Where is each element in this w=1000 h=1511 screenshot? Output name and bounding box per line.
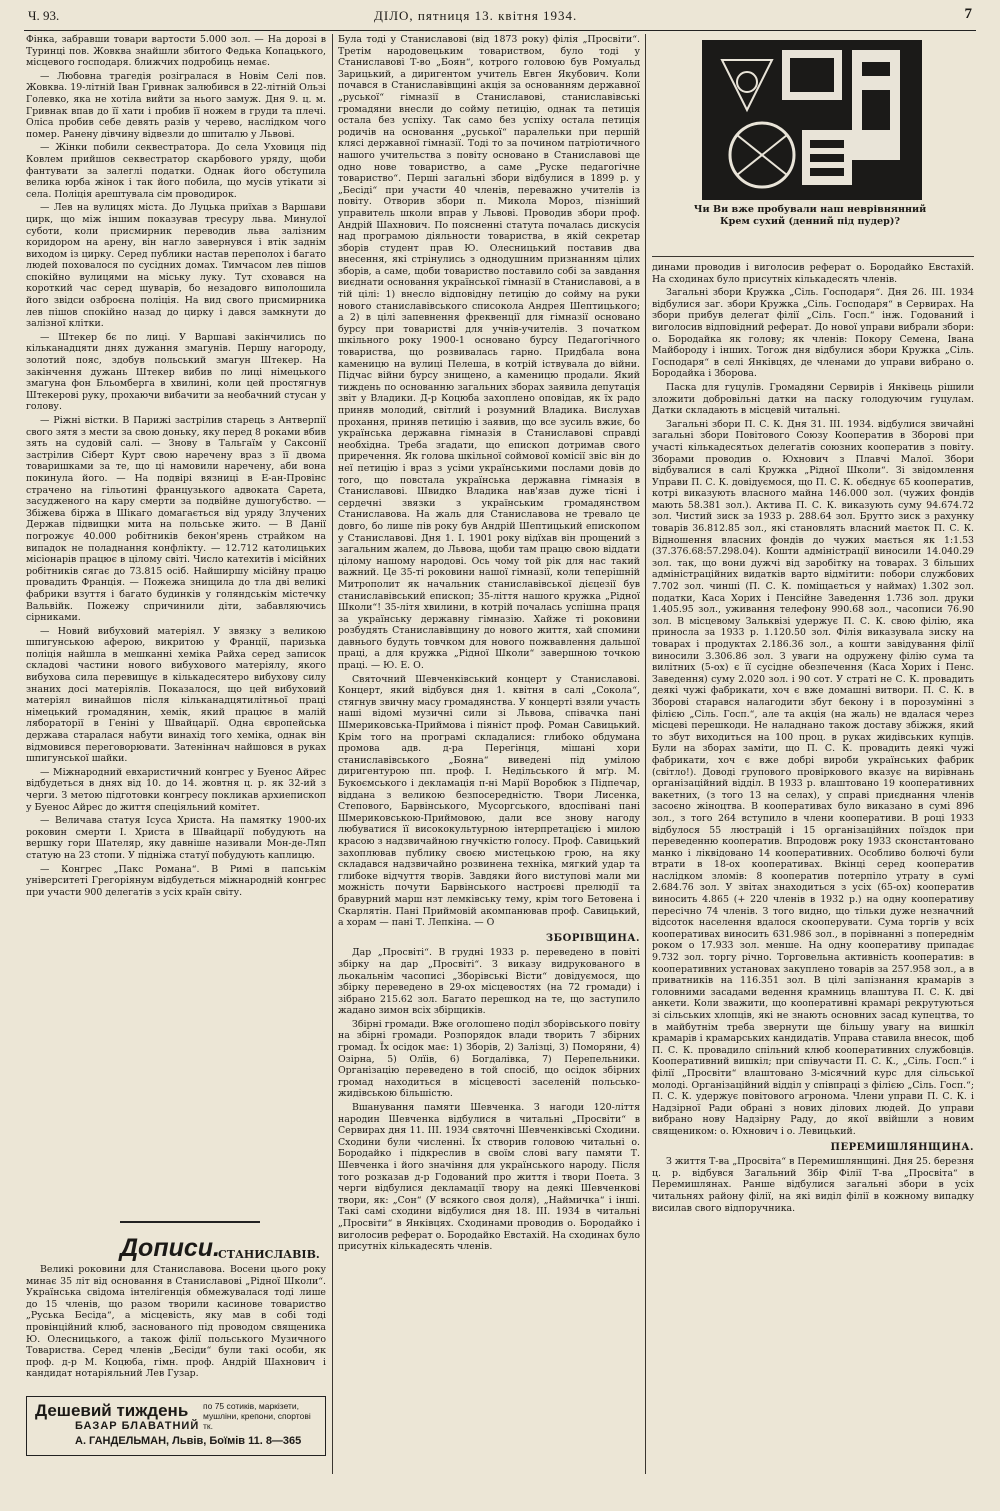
paragraph: Святочний Шевченківський концерт у Станиславові. Концерт, який відбувся дня 1. квітня в салі „Сокола“, стягнув звичну масу громадянства. У концерті взяли участь наші відомі музичні сили зі Львова, співачка пані Шмериковська-Приймова і піяніст проф. Роман Савицький. Крім того на програмі складалися: глибоко обдумана промова адв. д-ра Перегінця, мішані хори станиславівського „Бояна“ виведені під умілою диригентурою пп. проф. І. Недільського й мґр. М. Букоємського і декламація п-ні Марії Воробюк з Підпечар, віддана з великою безпосередністю. Твори Лисенка, Степового, Барвінського, Мусоргського, вдоспівані пані Шмериковською-Приймовою, дали все знову нагоду любуватися її висококультурною інтерпретацією і милою красою з надзвичайною гнучкістю голосу. Проф. Савицький захоплював публику своєю мистецькою грою, на яку складався надзвичайно розвинена техніка, мягкий удар та глибоке відчуття творів. Завдяки його виступові мали ми можність почути Барвінського настроєві прелюдії та бравурний марш нзт лемківську тему, крім того Бетовена і Скарлятін. Пані Приймовій акомпанював проф. Савицький, а хорам — пані Т. Лепкіна. — О	[338, 673, 640, 929]
advertisement-bazaar	[26, 1396, 326, 1456]
paragraph: — Штекер бє по лиці. У Варшаві закінчились по кільканадцяти днях дужання змагунів. Першу нагороду, золотий пояс, здобув польський змагун Штекер. На закінчення дужань Штекер вибив по лиці німецького змагуна фон Бльомберга в хвилині, коли цей простягнув Штекерові руку, прохаючи вибачити за необачний стусан у голову.	[26, 331, 326, 413]
paragraph: Збірні громади. Вже оголошено поділ зборівського повіту на збірні громади. Розпорядок влади творить 7 збірних громад. Їх осідок має: 1) Зборів, 2) Залізці, 3) Поморяни, 4) Озірна, 5) Олїів, 6) Богдалівка, 7) Перепельники. Організацію переведено в той спосіб, що осідок збірних громад находиться в місцевості заселеній польсько-жидівською більшістю.	[338, 1018, 640, 1100]
column-3	[652, 262, 974, 1472]
paragraph: Паска для гуцулів. Громадяни Сервирів і Янківець рішили зложити добровільні датки на паску голодуючим гуцулам. Датки складають в місцевій читальні.	[652, 381, 974, 417]
paragraph: — Жінки побили секвестратора. До села Уховиця під Ковлем прийшов секвестратор скарбового уряду, щоби фантувати за залеглі податки. Однак його обступила велика юрба жінок і так його побила, що мусів утікати зі села. Поліція арештувала сім проводирок.	[26, 142, 326, 200]
ad-firm: БАЗАР БЛАВАТНИЙ	[75, 1420, 200, 1432]
dopysy-article	[26, 1264, 326, 1394]
paragraph: Загальні збори П. С. К. Дня 31. III. 1934. відбулися звичайні загальні збори Повітового Союзу Кооператив в Зборові при участі кількадесятьох делегатів союзних кооператив з повіту. Зборами проводив о. Юхнович з Плавчі Малої. Збори відбувалися в салі Кружка „Рідної Школи“. Зі звідомлення Управи П. С. К. довідуємося, що П. С. К. обєднує 65 кооператив, котрі виказують власного майна 146.000 зол. (чужих фондів мають 58.381 зол.). Актива П. С. К. виказують суму 94.674.72 зол. Чистий зиск за 1933 р. 288.64 зол. Брутто зиск з рахунку товарів 36.812.85 зол., які становлять власний маєток П. С. К. Відношення власних фондів до чужих мається як 1:1.53 (37.376.68:57.298.04). Кошти адміністрації виносили 14.040.29 зол. так, що вони дужчі від заробітку на товарах. З більших адміністраційних видатків варто відмітити: побори службових 7.702 зол. чинші (П. С. К. поміщається у наймах) 1.302 зол. податки, Каса Хорих і Пенсійне Заведення 1.736 зол. друки 1.405.95 зол., уживання телефону 990.68 зол., часописи 76.90 зол. В місцевому Зальквізі удержує П. С. К. свою філію, яка приносла за 1933 р. 1.120.50 зол. Філія виказувала зиску на товарах і продуктах 2.186.36 зол., а кошти завідування філії виносили 3.306.86 зол. З уваги на одружену філію сума та вилітних (5-ох) є її сусідне обезпечення (Каса Хорих і Пенс. Заведення) суму 2.020 зол. і 90 сот. У страті не С. К. провадить деякі чужі фабрикати, хоч є вже домашні витвори. П. С. К. в Зборові старався налагодити збут бекону і в порозумінні з філією „Сіль. Госп.“, але та акція (на жаль) не вдалася через місцеві перешкоди. Не наладнано також доставу збіжжя, який то збут виходиться на 100 проц. в руках жидівських купців. Були на зборах заміти, що П. С. К. провадить деякі чужі фабрикати, хоч є вже добрі вироби українських фабрик (світло!). Доводі групового провіркового вказує на вирівнань організаційний відділ. В 1933 р. влаштовано 19 кооперативних вакетних, (з того 13 на селах), у справі приєднання членів засоєно жіноцтва. В кооперативах було виказано в сумі 896 зол., з того 264 вступило в члени кооперативи. В році 1933 відбулося 55 люстрацій і 15 організаційних поїздок при переведенню кооператив. Впродовж року 1933 сконстантовано манко і ліквідовано 14 кооперативних. Особливо болючі були втрати в 18-ох кооперативах. Вкінці серед кооператив наслідком зломів: 8 кооператив потерпіло утрату в сумі 2.684.76 зол. У звітах знаходиться з усіх (65-ох) кооператив виносить 4.865 (+ 220 членів в 1932 р.) на одну кооперативу пересічно 74 членів. З того видно, що тільки дуже незначний відсоток населення вдалося скооперувати. Сума торгів у всіх кооперативах виносить 631.986 зол., в порівнанні з попереднім роком о 17.933 зол. менше. На одну кооперативу припадає 9.732 зол. торгу річно. Торговельна активність кооператив: в кооперативних установах закуплено товарів за 257.958 зол., а в приватників на 116.351 зол. В цілі запізнання крамарів з головними засадами ведення крамниць влаштува П. С. К. дві анкети. Коли зважити, що кооперативні крамарі рекрутуються зі сільських хлопців, які не знають основних засад купецтва, то в майбутнім треба звернути ще більшу увагу на вишкіл крамарів і крамарських кандидатів. Управа ставила внесок, щоб П. С. К. провадило спільний клюб кооперативних службовців. Кооперативний вишкіл; при співучасти П. С. К., „Сіль. Госп.“ і філії „Просвіти“ влаштовано 3-місячний курс для сільської молоді. Організаційний відділ у співпраці з філією „Сіль. Госп.“; П. С. К. удержує повітового агронома. Члени управи П. С. К. і Надзірної Ради обрані з нових ділових людей. До управи вибрано нову Надзірну Раду, до якої ввійшли з новим священиком: о. Юхнович і о. Левицький.	[652, 418, 974, 1137]
paragraph: — Міжнародний евхаристичний конгрес у Буенос Айрес відбудеться в днях від 10. до 14. жовтня ц. р. як 32-ий з черги. З метою підготовки конгресу покликав архиепископ у Буенос Айрес до життя спеціяльний комітет.	[26, 766, 326, 813]
section-title: Дописи.	[120, 1234, 220, 1262]
issue-number: Ч. 93.	[28, 8, 60, 23]
paragraph: — Конгрес „Пакс Романа“. В Римі в папськім університеті Грегоріянум відбудеться міжнародній конгрес при участи 900 делегатів з усіх країн світу.	[26, 863, 326, 898]
page-header	[24, 4, 976, 31]
paragraph: — Любовна трагедія розігралася в Новім Селі пов. Жовква. 19-літній Іван Гривнак залюбився в 22-літній Ользі Голевко, яка не хотіла вийти за нього замуж. Дня 9. ц. м. Гривнак впав до її хати і пробив її ножем в груди та плечі. Оліса пробив себе девять разів у черево, наслідком чого помер. Ранену дівчину відвезли до шпиталю у Львові.	[26, 70, 326, 140]
column-divider	[645, 34, 646, 1474]
place-heading: СТАНИСЛАВІВ.	[218, 1248, 320, 1261]
paragraph: динами проводив і виголосив реферат о. Бородайко Евстахій. На сходинах було присутніх кількадесять членів.	[652, 262, 974, 285]
paragraph: З життя Т-ва „Просвіта“ в Перемишлянщині. Дня 25. березня ц. р. відбувся Загальний Збір Філії Т-ва „Просвіта“ в Перемишлянах. Ранше відбулися загальні збори в усіх читальнях району філії, на які виділ філії в кожному випадку висилав свого відпоручника.	[652, 1156, 974, 1214]
paragraph: — Лев на вулицях міста. До Луцька приїхав з Варшави цирк, що між іншим показував тресуру льва. Минулої суботи, коли приcмирник переводив льва залізним коридором на арену, він нагло завернувся і втік заднім виходом із цирку. Серед публики настав переполох і багато людей поховалося по сусідних домах. Тимчасом лев пішов спокійно вулицями на міську луку. Тут сховався на короткий час серед шуварів, бо незадовго виполошила його звідси озброєна поліція. На вид свого приcмирника лев пішов спокійно назад до цирку і дався замкнути до залізної клітки.	[26, 202, 326, 330]
masthead: ДІЛО, пятниця 13. квітня 1934.	[374, 8, 578, 23]
column-1	[26, 34, 326, 1334]
paragraph: Загальні збори Кружка „Сіль. Господаря“. Дня 26. III. 1934 відбулися заг. збори Кружка „Сіль. Господаря“ в Сервирах. На збори прибув делегат філії „Сіль. Госп.“ інж. Годований і виголосив відповідний реферат. До нової управи вибрали збори: о. Бородайка як голову; як членів: Покору Семена, Івана Майбороду і інших. Тогож дня відбулися збори Кружка „Сіль. Господаря“ в селі Янківцях, де членами до управи вибрано о. Бородайка і Зборова.	[652, 287, 974, 380]
ad-address: А. ГАНДЕЛЬМАН, Львів, Боїмів 11. 8—365	[75, 1435, 302, 1447]
ad-goods: по 75 сотиків, маркізети, мушліни, крепони, спортові тк.	[203, 1401, 311, 1431]
paragraph: Фінка, забравши товари вартости 5.000 зол. — На дорозі в Туринці пов. Жовква знайшли збитого Федька Копацького, місцевого господаря. ближчих подробиць немає.	[26, 34, 326, 69]
paragraph: — Новий вибуховий матеріял. У звязку з великою шпигунською аферою, викритою у Франції, паризька поліція найшла в мешканні хеміка Райха серед записок складові частини нового вибухового матеріялу, якого вибухова сила перевищує в кількадесятеро вибухову силу знаних досі матеріялів. Показалося, що цей вибуховий матеріял винайшов після кільканадцятилітньої праці німецький громадянин, хемік, який працює в малій лябораторії в Геніні у Швайцарії. Одна європейська держава старалася набути винахід того хеміка, однак він відмовився переговорювати. Затеніннач найшовся в руках шпигунської шайки.	[26, 625, 326, 765]
paragraph: Була тоді у Станиславові (від 1873 року) філія „Просвіти“. Третім народовецьким товариством, було тоді у Станиславові Т-во „Боян“, котрого головою був Ромуальд Зарицький, а диригентом учитель Евген Якубович. Коли почався в Станиславівщині акція за основанням державної „руської“ гімназії в Станиславові, станиславівські громадяни внесли до сойму петицію, однак та петиція остала без успіху. Так само без успіху остала петиція родичів на основання „руської“ паралельки при першій клясі державної гімназії. Тоді то за почином патріотичного нашого учительства з повіту основано в Станиславові ще одно нове товариство, а саме „Руске педагогічне товариство“. Перші загальні збори відбулися в 1899 р. у „Бесіді“ при участи 40 членів, переважно учителів із повіту. Отворив збори п. Микола Мороз, пізніший управитель школи вправ у Львові. Проводив збори проф. Андрій Шахнович. По поясненні статута почалась дискусія над програмою діяльности товариства, в якій секретар зборів студент прав Ю. Олесницький поставив два внесення, які стрінулись з однодушним признанням цілих зборів, а саме, щоби товариство поставило собі за завдання виєднати основання української гімназії в Станиславові, а в тій цілі: 1) внесло відповідну петицію до сойму на руки нового станиславівського списокола Андрея Шептицького; а 2) в цілі запевнення фреквенції для гімназії основано бурсу при товаристві для учнів-учителів. З початком шкільного року 1900-1 основано бурсу Педагогічного товариства, що розвивалась гарно. Придбала вона каменицю на вулиці Пелеша, в котрій іствувала до війни. Підчас війни бурсу знищено, а каменицю продали. Який тиждень по основанню загальних зборах заявила депутація звіт у Владики. Д-р Коцюба захоплено оповідав, як їх радо приняв молодий, світлий і розумний Владика. Вислухав прохання, приняв петицію і заявив, що все зусиль вжиє, бо українська державна гімназія в Станиславові справді необхідна. Треба згадати, що епископ дотримав свого приречення. Як голова шкільної соймової комісії звіс він до неї петицію і враз з усіми українськими послами довів до того, що повстала українська державна гімназія в Станиславові. Швидко Владика нав'язав дуже тісні і сердечні звязки з українським громадянством Станиславова. На жаль для Станиславова не тревало це довго, бо лише пів року був Андрій Шептицький епископом у Станиславові. Дня 1. I. 1901 року відїхав він прощений з загальним жалем, до Львова, щоби там працю свою віддати цілому нашому народові. Ось чому той рік для нас такий важний. Це 35-ті роковини нашої гімназії, коли теперішній Митрополит як начальник станиславівської дієцезії був станиславівський епископ; 35-ліття нашого кружка „Рідної Школи“! 35-літя хвилини, в котрій почалась успішна праця за українську державну гімназію. Хайже ті роковини розбудять Станиславівщину до нового життя, хай спомини давнього будуть товчком для нового пожвавлення дальшої праці, а для кружка „Рідної Школи“ завершною точкою праці. — Ю. Е. О.	[338, 34, 640, 672]
paragraph: — Величава статуя Ісуса Христа. На памятку 1900-их роковин смерти І. Христа в Швайцарії побудують на вершку гори Шателяр, яку давніше називали Мон-де-Ляп статую на 23 стопи. У підніжа статуї побудують каплицю.	[26, 815, 326, 861]
ad-artwork	[702, 40, 922, 200]
section-heading: ЗБОРІВЩИНА.	[545, 932, 640, 944]
ad-caption: Чи Ви вже пробували наш неврівнянний Крем сухий (денний під пудер)?	[693, 204, 927, 227]
column-divider	[332, 34, 333, 1474]
section-heading: ПЕРЕМИШЛЯНЩИНА.	[830, 1141, 974, 1153]
ad-divider	[652, 256, 974, 257]
paragraph: — Ріжні вістки. В Парижі застрілив старець з Антверпії свого зятя з мести за свою доньку, яку перед 8 роками вбив зять на судовій салі. — Знову в Тальгаїм у Саксонії застрілив Сіберт Курт свою наречену враз з її двома товаришками за те, що ці намовили наречену, аби вона покинула його. — На подвірі вязниці в Е-ан-Провінс страчено на гільотині французького адвоката Сарета, засудженого на кару смерти за подвійне душогубство. — Збіжева біржа в Шікаго домагається від уряду Злучених Держав підвищки мита на польське жито. — В Данії погрожує 40.000 робітників бекон'ярень страйком на випадок не поладнання конфлікту. — 12.712 католицьких місіонарів працює в цілому світі. Число катехитів і місійних робітників сягає до 73.815 осіб. Найширшу місійну працю провадить Франція. — Пожежа знищила до тла дві великі фабрики взуття і багато будинків у голяндськім містечку Вальвійк. Пожежу спричинили діти, забавляючись сірниками.	[26, 415, 326, 624]
paragraph: Вшанування памяти Шевченка. З нагоди 120-ліття народин Шевченка відбулися в читальні „Просвіти“ в Сервирах дня 11. III. 1934 святочні Шевченківські Сходини. Сходини були численні. Їх створив головою читальні о. Бородайко і підкреслив в своїм слові вагу памяти Т. Шевченка і його значіння для українського народу. Після того розказав д-р Годований про життя і твори Поета. З черги відбулися декламації твору на деякі Шевченкові твори, як: „Сон“ (У всякого своя доля), „Наймичка“ і інші. Такі самі сходини відбулися дня 18. III. 1934 в читальні „Просвіти“ в Янківцях. Сходинами проводив о. Бородайко і виголосив реферат о. Бородайко Евстахій. На сходинах було присутніх кількадесять членів.	[338, 1102, 640, 1253]
column-2	[338, 34, 640, 1474]
page-number: 7	[964, 6, 972, 22]
ad-headline: Дешевий тиждень	[35, 1401, 189, 1420]
toothpaste-ad-illustration	[702, 40, 922, 200]
section-rule	[120, 1221, 260, 1223]
paragraph: Великі роковини для Станиславова. Восени цього року минає 35 літ від основання в Станиславові „Рідної Школи“. Українська свідома інтелігенція обмежувалася тоді лише до 15 членів, що разом творили касинове товариство „Руська Бесіда“, а місцевість, яку мав в собі тоді провінційний клюб, заснованого під проводом священика Ю. Олесницького, а також філії польського Музичного Товариства. Серед членів „Бесіди“ були такі особи, як проф. д-р М. Коцюба, гімн. проф. Андрій Шахнович і кандидат нотаріяльний Лев Гузар.	[26, 1264, 326, 1380]
paragraph: Дар „Просвіті“. В грудні 1933 р. переведено в повіті збірку на дар „Просвіті“. З виказу видрукованого в льокальнім часописі „Зборівські Вісти“ довідуємося, що збірку переведено в 29-ох місцевостях (на 72 громади) і зібрано 215.62 зол. Багато перешкод на те, що заступило жадано зимон всіх збірщиків.	[338, 947, 640, 1017]
